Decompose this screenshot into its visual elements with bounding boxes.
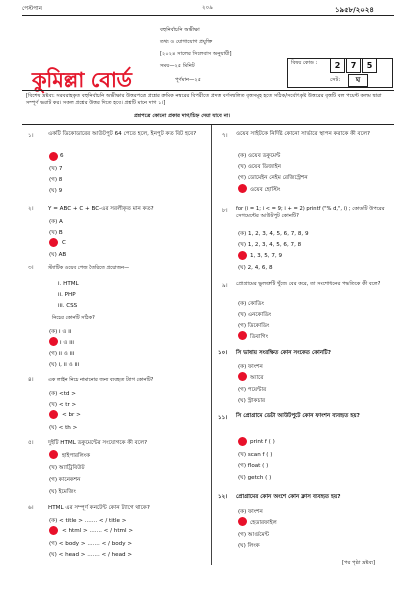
option-text: হাইপারলিংক <box>62 453 91 459</box>
set-value: ঘ <box>348 74 368 87</box>
option-text: (ঘ) 2, 4, 6, 8 <box>238 265 273 271</box>
question-number: ৩। <box>28 265 34 271</box>
top-left-label: পেস্টপান <box>22 6 42 12</box>
option-text: 6 <box>60 153 64 159</box>
option-text: (ঘ) < head > ....... < / head > <box>49 552 133 558</box>
answer-mark-dot <box>49 450 58 459</box>
option-text: (গ) পয়েন্টার <box>238 387 267 393</box>
option-text: নিচের কোনটি সঠিক? <box>52 315 95 321</box>
option-text: (খ) scan f ( ) <box>238 452 273 458</box>
answer-mark-dot <box>238 372 247 381</box>
question-number: ১। <box>28 133 34 139</box>
answer-mark-dot <box>49 238 58 247</box>
page-number: ২০৯ <box>202 5 213 11</box>
option-text: (গ) আর্গুমেন্ট <box>238 532 270 538</box>
option-text: (ক) ওয়েব ডকুমেন্ট <box>238 153 281 159</box>
instruction-text: [বিশেষ দ্রষ্টব্য: সরবরাহকৃত বহুনির্বাচনি অভীক্ষার উত্তরপত্রে প্রশ্নের ক্রমিক নম্বরের বিপরীতে প্রদত্ত বর্ণসম্বলিত বৃত্তসমূহ হতে সঠিক/সর্বোৎকৃষ্ট উত্তরের বৃত্তটি বল পয়েন্ট কলম দ্বারা সম্পূর্ণ ভরাট কর। সকল প্রশ্নের উত্তর দিতে হবে। প্রশ্নটি মানে দাগ ১।] <box>26 93 382 106</box>
option-text: (ঘ) i, ii ও iii <box>49 362 80 368</box>
divider-2 <box>22 124 394 125</box>
question-text: স্ট্যাটিক ওয়েব পেজ তৈরিতে প্রয়োজন— <box>48 265 130 271</box>
option-text: (ক) <td > <box>49 391 76 397</box>
question-number: ৯। <box>222 283 228 289</box>
question-text: ওয়েব সাইটকে নির্দিষ্ট কোনো সার্ভারে স্থাপন করাকে কী বলে? <box>236 131 370 137</box>
option-text: (ঘ) 9 <box>49 188 63 194</box>
option-text: (ঘ) getch ( ) <box>238 475 272 481</box>
option-text: (ক) ফাংশন <box>238 509 263 515</box>
option-text: < br > <box>62 412 81 418</box>
option-text: (ঘ) লিংক <box>238 543 260 549</box>
option-text: (ক) ফাংশন <box>238 364 263 370</box>
question-number: ৪। <box>28 377 34 383</box>
question-text: দুইটি HTML ডকুমেন্টের সংযোগকে কী বলে? <box>48 440 148 446</box>
option-text: (গ) float ( ) <box>238 463 269 469</box>
option-text: (ক) 1, 2, 3, 4, 5, 6, 7, 8, 9 <box>238 231 309 237</box>
footer-note: [পর পৃষ্ঠা দ্রষ্টব্য] <box>342 560 376 566</box>
question-text: সি প্রোগ্রামে ডেটা আউটপুটে কোন ফাংশন ব্যবহৃত হয়? <box>236 413 360 419</box>
question-text: এক লাইন নিচে নামানোর জন্য ব্যবহৃত ট্যাগ কোনটি? <box>48 377 154 383</box>
question-number: ১০। <box>218 350 228 356</box>
question-number: ৮। <box>222 208 228 214</box>
question-text: for (i = 1; i < = 9; i + = 2) printf ("% d,", i) ; কোডটি উপরের সেগমেন্টের আউটপুট কোনটি? <box>236 206 385 219</box>
option-text: ওয়েব হোস্টিং <box>250 187 281 193</box>
code-digit-2: 7 <box>346 58 361 73</box>
option-text: C <box>62 240 66 246</box>
answer-mark-dot <box>49 410 58 419</box>
question-number: ১১। <box>218 415 228 421</box>
option-text: (ঘ) AB <box>49 252 67 258</box>
answer-mark-dot <box>238 251 247 260</box>
instruction-bold: প্রশ্নপত্রে কোনো প্রকার দাগ/চিহ্ন দেয়া যাবে না। <box>134 113 231 119</box>
subject-code-label: বিষয় কোড : <box>291 60 318 66</box>
question-text: প্রোগ্রামের কোন অংশে কোন ক্লাস ব্যবহৃত হয়? <box>236 494 341 500</box>
answer-mark-dot <box>49 526 58 535</box>
option-text: (গ) ii ও iii <box>49 351 75 357</box>
option-text: (খ) < tr > <box>49 402 77 408</box>
question-number: ৫। <box>28 440 34 446</box>
answer-mark-dot <box>49 337 58 346</box>
exam-type: বহুনির্বাচনি অভীক্ষা <box>160 27 200 33</box>
full-marks: পূর্ণমান—২৫ <box>175 77 202 83</box>
question-text: একটি ডিকোডারের আউটপুট 64 পেতে হলে, ইনপুট কত বিট হবে? <box>48 131 197 137</box>
question-number: ২। <box>28 206 34 212</box>
option-text: ডিবাগিং <box>250 334 269 340</box>
option-text: (খ) 1, 2, 3, 4, 5, 6, 7, 8 <box>238 242 302 248</box>
divider-1 <box>22 90 394 91</box>
option-text: (খ) অ্যাট্রিবিউট <box>49 465 85 471</box>
answer-mark-dot <box>238 437 247 446</box>
option-text: (গ) < body > ....... < / body > <box>49 541 133 547</box>
answer-mark-dot <box>238 331 247 340</box>
option-text: (খ) 7 <box>49 166 63 172</box>
time-limit: সময়—২৫ মিনিট <box>160 63 195 69</box>
question-text: Y = ABC + C + BC-এর সরলীকৃত মান কত? <box>48 206 154 212</box>
option-text: (ক) i ও ii <box>49 329 72 335</box>
option-text: (গ) ডিকোডিং <box>238 323 270 329</box>
option-text: 1, 3, 5, 7, 9 <box>250 253 283 259</box>
question-code: ১৯৫৮/২০২৪ <box>335 6 374 14</box>
option-text: print f ( ) <box>250 439 275 445</box>
answer-mark-dot <box>238 517 247 526</box>
option-text: i ও iii <box>60 340 74 346</box>
question-text: HTML এর সম্পূর্ণ কনটেন্ট কোন ট্যাগে থাকে? <box>48 505 150 511</box>
option-text: (খ) ওয়েব ডিজাইন <box>238 164 281 170</box>
question-number: ১২। <box>218 494 228 500</box>
column-divider <box>211 125 212 565</box>
option-text: ii. PHP <box>58 292 76 298</box>
option-text: iii. CSS <box>58 303 78 309</box>
option-text: (গ) কানেকশন <box>49 477 81 483</box>
option-text: (ক) কোডিং <box>238 301 264 307</box>
option-text: (খ) এনকোডিং <box>238 312 272 318</box>
option-text: অ্যারে <box>250 375 264 381</box>
question-number: ৭। <box>222 133 228 139</box>
option-text: < html > ....... < / html > <box>62 528 134 534</box>
option-text: (ক) A <box>49 219 63 225</box>
option-text: (ঘ) ইমেজিং <box>49 489 76 495</box>
option-text: (ক) < title > ....... < / title > <box>49 518 127 524</box>
option-text: i. HTML <box>58 281 79 287</box>
option-text: (খ) B <box>49 230 63 236</box>
header-rule <box>22 15 394 16</box>
question-text: প্রোগ্রামের ভুলত্রুটি খুঁজে বের করে, তা সংশোধনের পদ্ধতিকে কী বলে? <box>236 281 381 287</box>
subject-name: তথ্য ও যোগাযোগ প্রযুক্তি <box>160 39 213 45</box>
answer-mark-dot <box>49 152 58 161</box>
option-text: (ঘ) < th > <box>49 425 78 431</box>
question-number: ৬। <box>28 505 34 511</box>
syllabus-note: [২০২৪ সালের সিলেবাস অনুযায়ী] <box>160 51 232 57</box>
answer-mark-dot <box>238 184 247 193</box>
option-text: হেডারফাইল <box>250 520 277 526</box>
set-label: সেট: <box>330 77 341 83</box>
option-text: (ঘ) স্ট্রাকচার <box>238 398 266 404</box>
code-digit-3: 5 <box>362 58 377 73</box>
question-text: সি ভাষায় সংরক্ষিত কোন সংকেত কোনটি? <box>236 350 331 356</box>
option-text: (গ) ডোমেইন নেইম রেজিস্ট্রেশন <box>238 175 308 181</box>
code-digit-1: 2 <box>330 58 345 73</box>
option-text: (গ) 8 <box>49 177 63 183</box>
board-title: কুমিল্লা বোর্ড <box>32 67 132 92</box>
